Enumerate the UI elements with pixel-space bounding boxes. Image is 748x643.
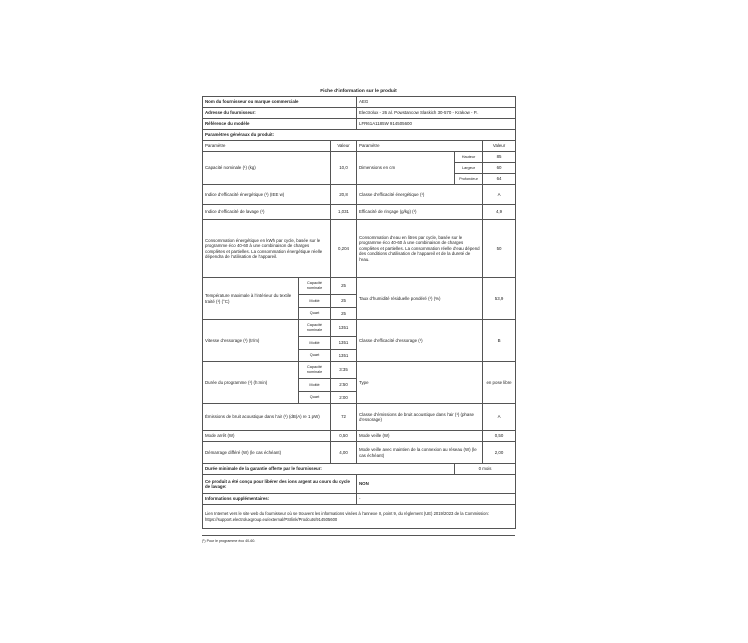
address-row [203,108,516,119]
header-value-2: Valeur [483,141,516,152]
product-table [202,96,516,529]
warranty-row [203,464,516,475]
eei-row [203,185,516,205]
spin-label: Vitesse d’essorage (¹) (tr/m) [203,320,299,362]
eei-value: 20,8 [331,185,357,205]
spin-half-label: Moitié [299,337,331,350]
capacity-value: 10,0 [331,152,357,185]
header-param-2: Paramètre [357,141,483,152]
warranty-label: Durée minimale de la garantie offerte par le fournisseur: [203,464,455,475]
temperature-quarter-value: 25 [331,308,357,320]
delay-label: Démarrage différé (W) (le cas échéant) [203,442,331,464]
capacity-label: Capacité nominale (¹) (kg) [203,152,331,185]
rinsing-label: Efficacité de rinçage (g/kg) (¹) [357,205,483,220]
duration-half-value: 2:50 [331,379,357,392]
additional-label: Informations supplémentaires: [203,494,357,505]
energy-class-label: Classe d’efficacité énergétique (¹) [357,185,483,205]
washing-label: Indice d’efficacité de lavage (¹) [203,205,331,220]
duration-quarter-value: 2:00 [331,392,357,404]
depth-label: Profondeur [455,174,483,185]
water-label: Consommation d’eau en litres par cycle, basée sur le programme éco 40-60 à une combinaison de charges complètes et partielles. La consommation réelle d’eau dépend des conditions d’utilisation de l’appareil et de la dureté de l’eau. [357,220,483,278]
duration-quarter-label: Quart [299,392,331,404]
eei-label: Indice d’efficacité énergétique (¹) (IEE w) [203,185,331,205]
footnote: (¹) Pour le programme éco 40-60. [202,535,515,543]
general-params-row [203,130,516,141]
energy-label: Consommation énergétique en kWh par cycle, basée sur le programme éco 40-60 à une combinaison de charges complètes et partielles. La consommation énergétique réelle dépendra de l’utilisation de l’appareil. [203,220,331,278]
ions-label: Ce produit a été conçu pour libérer des ions argent au cours du cycle de lavage: [203,475,357,494]
address-label: Adresse du fournisseur: [203,108,357,119]
type-value: en pose libre [483,362,516,404]
rinsing-value: 4,9 [483,205,516,220]
noise-class-label: Classe d’émissions de bruit acoustique dans l’air (¹) (phase d’essorage) [357,404,483,431]
product-information-sheet [202,88,515,543]
energy-value: 0,204 [331,220,357,278]
noise-label: Émissions de bruit acoustique dans l’air (¹) (dB(A) re 1 pW) [203,404,331,431]
capacity-row [203,152,516,163]
height-label: Hauteur [455,152,483,163]
water-value: 50 [483,220,516,278]
delay-row [203,442,516,464]
temperature-half-label: Moitié [299,295,331,308]
height-value: 85 [483,152,516,163]
delay-value: 4,00 [331,442,357,464]
ions-value: NON [357,475,516,494]
washing-value: 1,031 [331,205,357,220]
width-label: Largeur [455,163,483,174]
temperature-half-value: 25 [331,295,357,308]
weblink-text: Lien Internet vers le site web du fournisseur où se trouvent les informations visées à l’annexe II, point 9, du règlement (UE) 2019/2023 de la Commission: https://support.electrolux​group.eu/external/PSIlink/Prodcuts/914505600 [203,505,516,529]
dimensions-label: Dimensions en cm [357,152,455,185]
off-mode-label: Mode arrêt (W) [203,431,331,442]
energy-class-value: A [483,185,516,205]
header-param: Paramètre [203,141,331,152]
duration-half-label: Moitié [299,379,331,392]
spin-class-value: B [483,320,516,362]
spin-quarter-label: Quart [299,350,331,362]
noise-class-value: A [483,404,516,431]
humidity-value: 53,9 [483,278,516,320]
duration-label: Durée du programme (¹) (h:min) [203,362,299,404]
temperature-quarter-label: Quart [299,308,331,320]
spin-sub-label: Capacité nominale [299,320,331,337]
supplier-row [203,97,516,108]
model-label: Référence du modèle [203,119,357,130]
standby-label: Mode veille (W) [357,431,483,442]
spin-sub-value: 1351 [331,320,357,337]
duration-row [203,362,516,379]
temperature-sub-label: Capacité nominale [299,278,331,295]
ions-row [203,475,516,494]
link-row [203,505,516,529]
additional-row [203,494,516,505]
model-row [203,119,516,130]
noise-value: 72 [331,404,357,431]
temperature-row [203,278,516,295]
humidity-label: Taux d’humidité résiduelle pondéré (¹) (%) [357,278,483,320]
network-standby-label: Mode veille avec maintien de la connexion au réseau (W) (le cas échéant) [357,442,483,464]
duration-sub-value: 3:35 [331,362,357,379]
general-params-heading: Paramètres généraux du produit: [203,130,516,141]
washing-row [203,205,516,220]
spin-class-label: Classe d’efficacité d’essorage (¹) [357,320,483,362]
depth-value: 64 [483,174,516,185]
address-value: Electrolux - 26 al. Powstancow Slaskich 30-570 - Krakow - P.. [357,108,516,119]
duration-sub-label: Capacité nominale [299,362,331,379]
spin-quarter-value: 1351 [331,350,357,362]
temperature-sub-value: 25 [331,278,357,295]
warranty-value: 0 mois [455,464,516,475]
type-label: Type [357,362,483,404]
supplier-label: Nom du fournisseur ou marque commerciale [203,97,357,108]
model-value: LFR61A1185W 914505600 [357,119,516,130]
spin-row [203,320,516,337]
noise-row [203,404,516,431]
header-value: Valeur [331,141,357,152]
header-row [203,141,516,152]
document-title: Fiche d’information sur le produit [320,89,397,94]
off-mode-value: 0,50 [331,431,357,442]
width-value: 60 [483,163,516,174]
spin-half-value: 1351 [331,337,357,350]
off-mode-row [203,431,516,442]
network-standby-value: 2,00 [483,442,516,464]
standby-value: 0,50 [483,431,516,442]
supplier-value: AEG [357,97,516,108]
temperature-label: Température maximale à l’intérieur du textile traité (¹) (°C) [203,278,299,320]
additional-value: - [357,494,516,505]
energy-row [203,220,516,278]
